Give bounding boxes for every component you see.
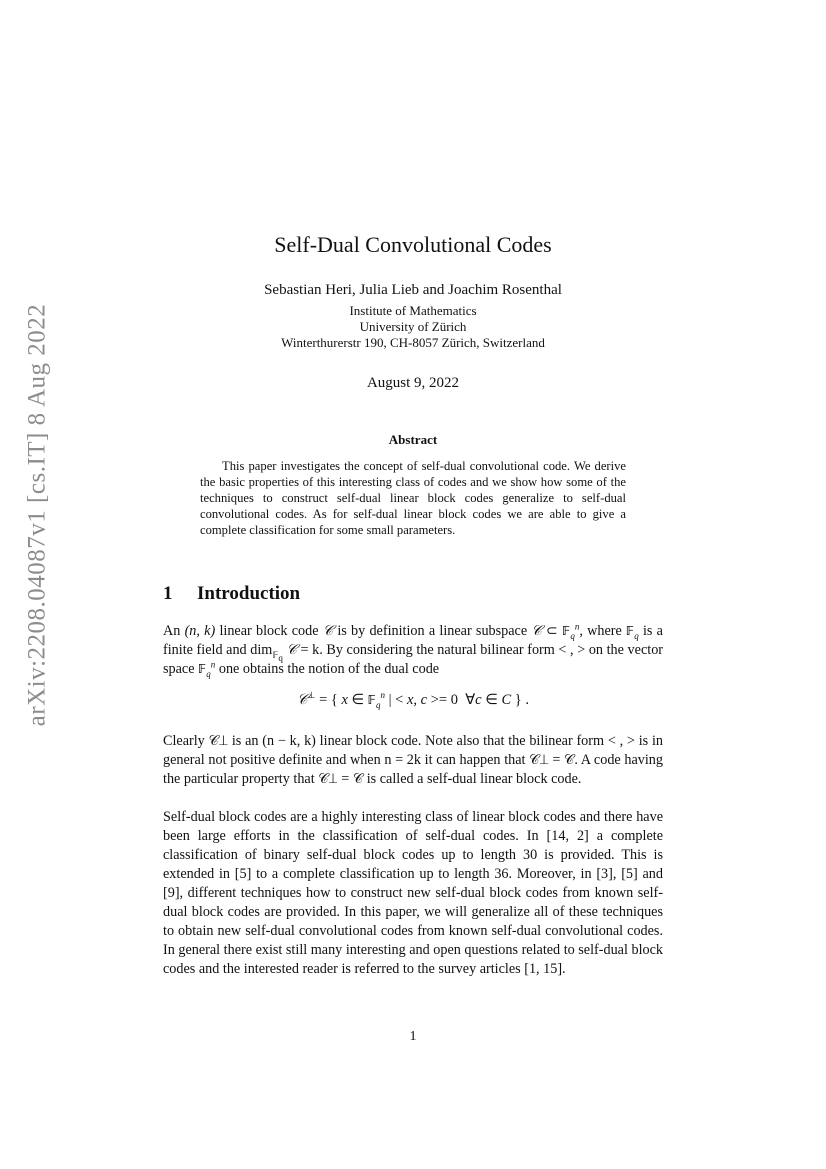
paper-date: August 9, 2022 xyxy=(366,375,460,391)
paper-title: Self-Dual Convolutional Codes xyxy=(274,232,552,257)
page-number: 1 xyxy=(409,1029,417,1044)
affiliation-address: Winterthurerstr 190, CH-8057 Zürich, Switzerland xyxy=(281,335,545,350)
abstract-heading: Abstract xyxy=(388,432,438,447)
arxiv-identifier-stamp xyxy=(17,303,57,727)
intro-paragraph-3: Self-dual block codes are a highly interesting class of linear block codes and there have been large efforts in the classification of self-dual codes. In [14, 2] a complete classification of binary self-dual block codes up to length 30 is provided. This is extended in [5] to a complete classification up to length 36. Moreover, in [3], [5] and [9], different techniques how to construct new self-dual block codes from known self-dual block codes are provided. In this paper, we will generalize all of these techniques to obtain new self-dual convolutional codes from known self-dual convolutional codes. In general there exist still many interesting and open questions related to self-dual block codes and the interested reader is referred to the survey articles [1, 15]. xyxy=(163,809,663,977)
section-heading xyxy=(163,583,663,605)
section-title: Introduction xyxy=(197,583,301,604)
affiliation-university: University of Zürich xyxy=(359,319,467,334)
arxiv-identifier-text: arXiv:2208.04087v1 [cs.IT] 8 Aug 2022 xyxy=(23,303,50,727)
author-list: Sebastian Heri, Julia Lieb and Joachim Rosenthal xyxy=(264,282,562,298)
affiliation-institute: Institute of Mathematics xyxy=(349,303,477,318)
intro-paragraph-2: Clearly 𝒞⊥ is an (n − k, k) linear block code. Note also that the bilinear form < , > is in general not positive definite and when n = 2k it can happen that 𝒞⊥ = 𝒞. A code having the particular property that 𝒞⊥ = 𝒞 is called a self-dual linear block code. xyxy=(163,733,663,787)
dual-code-equation: 𝒞⊥ = { x ∈ 𝔽$_q^n$ | < x, c >= 0 ∀c ∈ C } . xyxy=(297,690,529,710)
abstract-text: This paper investigates the concept of self-dual convolutional code. We derive the basic properties of this interesting class of codes and we show how some of the techniques to construct self-dual linear block codes generalize to self-dual convolutional codes. As for self-dual linear block codes we are able to give a complete classification for some small parameters. xyxy=(200,459,626,537)
intro-paragraph-1: An (n, k) linear block code 𝒞 is by definition a linear subspace 𝒞 ⊂ 𝔽$_q^n$, where 𝔽$_q$ is a finite field and dim$_{𝔽_q}$ 𝒞 = k. By considering the natural bilinear form < , > on the vector space 𝔽$_q^n$ one obtains the notion of the dual code xyxy=(163,621,664,679)
section-number: 1 xyxy=(163,583,173,604)
